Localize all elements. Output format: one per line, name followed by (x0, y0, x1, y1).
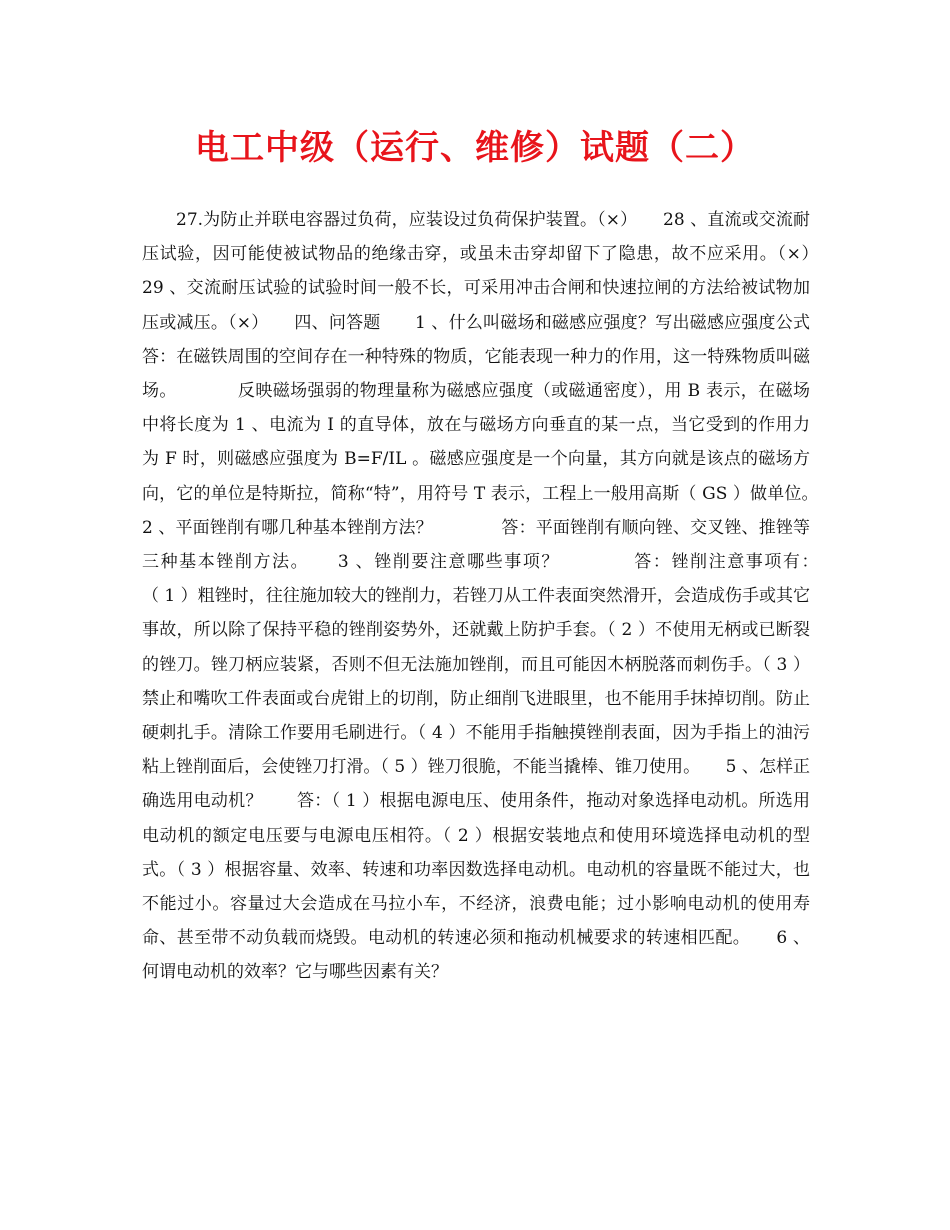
document-body-paragraph: 27.为防止并联电容器过负荷，应装设过负荷保护装置。（×） 28 、直流或交流耐压试验，因可能使被试物品的绝缘击穿，或虽未击穿却留下了隐患，故不应采用。（×） 29 、交流耐压试验的试验时间一般不长，可采用冲击合闸和快速拉闸的方法给被试物加压或减压。（×） 四、问答题 1 、什么叫磁场和磁感应强度？写出磁感应强度公式 答：在磁铁周围的空间存在一种特殊的物质，它能表现一种力的作用，这一特殊物质叫磁场。 反映磁场强弱的物理量称为磁感应强度（或磁通密度），用 B 表示，在磁场中将长度为 1 、电流为 I 的直导体，放在与磁场方向垂直的某一点，当它受到的作用力为 F 时，则磁感应强度为 B=F/IL 。磁感应强度是一个向量，其方向就是该点的磁场方向，它的单位是特斯拉，简称“特”，用符号 T 表示，工程上一般用高斯（ GS ）做单位。 2 、平面锉削有哪几种基本锉削方法？ 答：平面锉削有顺向锉、交叉锉、推锉等三种基本锉削方法。 3 、锉削要注意哪些事项？ 答：锉削注意事项有： （ 1 ）粗锉时，往往施加较大的锉削力，若锉刀从工件表面突然滑开，会造成伤手或其它事故，所以除了保持平稳的锉削姿势外，还就戴上防护手套。（ 2 ）不使用无柄或已断裂的锉刀。锉刀柄应装紧，否则不但无法施加锉削，而且可能因木柄脱落而刺伤手。（ 3 ）禁止和嘴吹工件表面或台虎钳上的切削，防止细削飞进眼里，也不能用手抹掉切削。防止硬刺扎手。清除工作要用毛刷进行。（ 4 ）不能用手指触摸锉削表面，因为手指上的油污粘上锉削面后，会使锉刀打滑。（ 5 ）锉刀很脆，不能当撬棒、锥刀使用。 5 、怎样正确选用电动机？ 答：（ 1 ）根据电源电压、使用条件，拖动对象选择电动机。所选用电动机的额定电压要与电源电压相符。（ 2 ）根据安装地点和使用环境选择电动机的型式。（ 3 ）根据容量、效率、转速和功率因数选择电动机。电动机的容量既不能过大，也不能过小。容量过大会造成在马拉小车，不经济，浪费电能；过小影响电动机的使用寿命、甚至带不动负载而烧毁。电动机的转速必须和拖动机械要求的转速相匹配。 6 、何谓电动机的效率？它与哪些因素有关？ (142, 210, 878, 983)
document-title: 电工中级（运行、维修）试题（二） (195, 128, 755, 168)
